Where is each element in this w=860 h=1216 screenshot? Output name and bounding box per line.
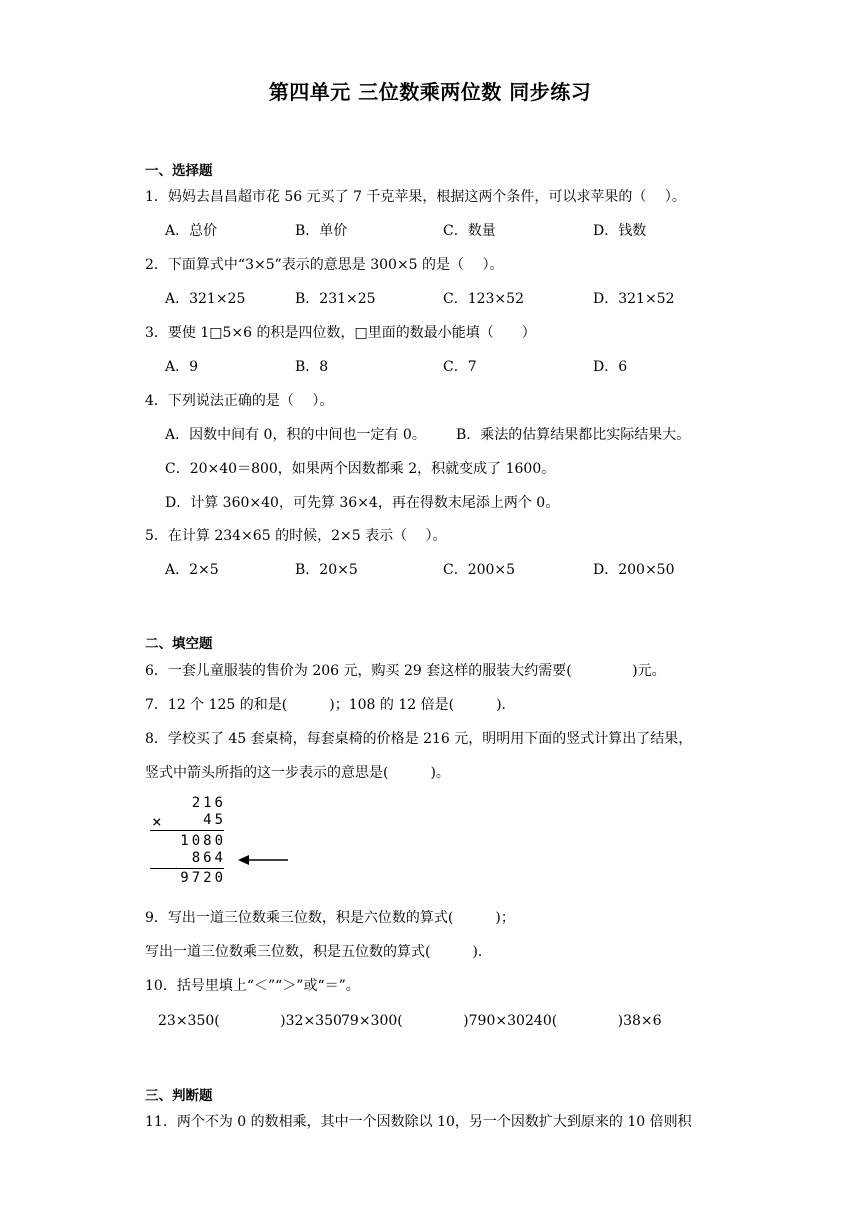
q5-option-d: D．200×50 [593, 562, 675, 578]
q5-option-b: B．20×5 [295, 562, 358, 578]
q5-option-a: A．2×5 [165, 562, 219, 578]
question-5: 5．在计算 234×65 的时候，2×5 表示（ ）。 [145, 528, 447, 544]
page-title: 第四单元 三位数乘两位数 同步练习 [268, 80, 592, 104]
vertical-multiplication [146, 794, 256, 886]
q3-option-d: D．6 [593, 359, 628, 375]
calc-multiplicand: 216 [191, 795, 226, 811]
q2-option-a: A．321×25 [165, 291, 246, 307]
question-8-line-2: 竖式中箭头所指的这一步表示的意思是( )。 [145, 765, 450, 781]
q1-option-b: B．单价 [295, 223, 348, 239]
q4-option-a: A．因数中间有 0，积的中间也一定有 0。 [165, 427, 426, 443]
question-3: 3．要使 1□5×6 的积是四位数，□里面的数最小能填（ ） [145, 325, 536, 341]
q2-option-c: C．123×52 [443, 291, 524, 307]
q10-compare-1: 23×350( )32×350 [158, 1013, 342, 1029]
calc-multiplier: 45 [203, 812, 226, 828]
section-choice-heading: 一、选择题 [145, 163, 213, 179]
question-6: 6．一套儿童服装的售价为 206 元，购买 29 套这样的服装大约需要( )元。 [145, 663, 666, 679]
q1-option-d: D．钱数 [593, 223, 647, 239]
section-judge-heading: 三、判断题 [145, 1088, 213, 1104]
question-9-line-1: 9．写出一道三位数乘三位数，积是六位数的算式( )； [145, 910, 515, 926]
question-2: 2．下面算式中“3×5”表示的意思是 300×5 的是（ ）。 [145, 257, 504, 273]
calc-partial-1: 1080 [180, 833, 226, 849]
calc-product: 9720 [180, 870, 226, 886]
question-1: 1．妈妈去昌昌超市花 56 元买了 7 千克苹果，根据这两个条件，可以求苹果的（ ）。 [145, 189, 686, 205]
q3-option-a: A．9 [165, 359, 199, 375]
q2-option-d: D．321×52 [593, 291, 675, 307]
q3-option-b: B．8 [295, 359, 329, 375]
q4-option-c: C．20×40＝800，如果两个因数都乘 2，积就变成了 1600。 [165, 461, 556, 477]
q10-compare-3: 240( )38×6 [525, 1013, 662, 1029]
calc-partial-2: 864 [191, 850, 226, 866]
calc-rule-1 [150, 830, 224, 831]
q2-option-b: B．231×25 [295, 291, 376, 307]
question-7: 7．12 个 125 的和是( )；108 的 12 倍是( )． [145, 697, 516, 713]
q10-compare-2: 79×300( )790×30 [341, 1013, 525, 1029]
q5-option-c: C．200×5 [443, 562, 516, 578]
left-arrow-icon [238, 854, 288, 866]
section-fill-heading: 二、填空题 [145, 636, 213, 652]
question-10: 10．括号里填上“＜”“＞”或“＝”。 [145, 978, 360, 994]
question-4: 4．下列说法正确的是（ ）。 [145, 393, 334, 409]
calc-rule-2 [150, 868, 224, 869]
question-8-line-1: 8．学校买了 45 套桌椅，每套桌椅的价格是 216 元，明明用下面的竖式计算出了结果， [145, 731, 693, 747]
q1-option-c: C．数量 [443, 223, 496, 239]
q4-option-b: B．乘法的估算结果都比实际结果大。 [456, 427, 691, 443]
question-11: 11．两个不为 0 的数相乘，其中一个因数除以 10，另一个因数扩大到原来的 10 倍则积 [145, 1114, 692, 1130]
question-9-line-2: 写出一道三位数乘三位数，积是五位数的算式( )． [145, 944, 492, 960]
times-sign: × [152, 812, 162, 831]
q3-option-c: C．7 [443, 359, 477, 375]
q1-option-a: A．总价 [165, 223, 218, 239]
q4-option-d: D．计算 360×40，可先算 36×4，再在得数末尾添上两个 0。 [165, 495, 560, 511]
